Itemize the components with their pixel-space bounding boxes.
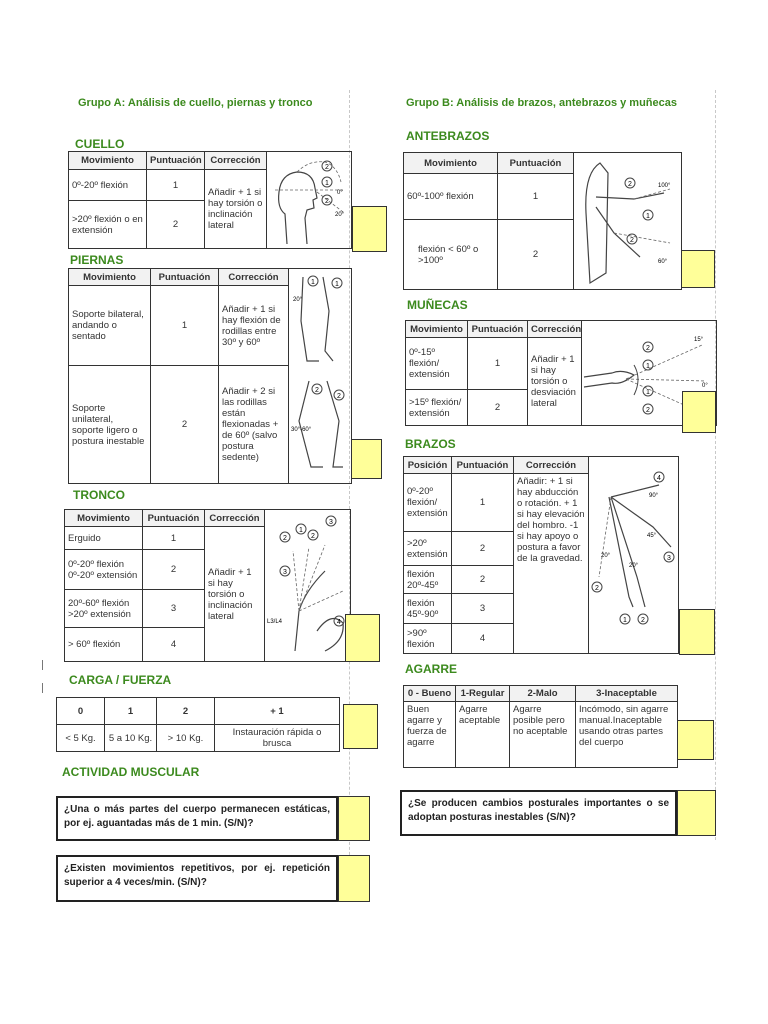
tronco-fig-label: 4 <box>337 618 341 626</box>
piernas-header-puntuacion: Puntuación <box>151 269 219 286</box>
munecas-header-puntuacion: Puntuación <box>468 321 528 338</box>
cuello-fig-label: 2 <box>325 164 329 171</box>
agarre-header: 3-Inaceptable <box>576 686 678 702</box>
actividad-answer-box-1[interactable] <box>338 796 370 841</box>
antebrazos-title: ANTEBRAZOS <box>406 129 490 143</box>
munecas-fig-label: 2 <box>646 407 650 414</box>
cuello-row-movement: 0º-20º flexión <box>69 170 147 201</box>
tronco-figure <box>265 510 351 662</box>
brazos-answer-box[interactable] <box>679 609 715 655</box>
brazos-fig-label: 2 <box>595 585 599 592</box>
piernas-title: PIERNAS <box>70 253 124 267</box>
margin-mark <box>42 683 43 693</box>
piernas-header-correccion: Corrección <box>219 269 289 286</box>
brazos-header-posicion: Posición <box>404 457 452 474</box>
cuello-fig-label: 1 <box>325 180 329 187</box>
cuello-correction: Añadir + 1 si hay torsión o inclinación lateral <box>205 170 267 249</box>
agarre-answer-box[interactable] <box>677 720 714 760</box>
tronco-answer-box[interactable] <box>345 614 380 662</box>
cuello-answer-box[interactable] <box>352 206 387 252</box>
brazos-fig-label: 3 <box>667 555 671 562</box>
actividad-question-1: ¿Una o más partes del cuerpo permanecen estáticas, por ej. aguantadas más de 1 min. (S/N)? <box>56 796 338 841</box>
posturales-answer-box[interactable] <box>677 790 716 836</box>
brazos-row-score: 2 <box>452 532 514 566</box>
tronco-correction: Añadir + 1 si hay torsión o inclinación lateral <box>205 527 265 662</box>
antebrazos-fig-angle: 60° <box>658 259 668 265</box>
actividad-answer-box-2[interactable] <box>338 855 370 902</box>
tronco-header-puntuacion: Puntuación <box>143 510 205 527</box>
cuello-title: CUELLO <box>75 137 125 151</box>
munecas-title: MUÑECAS <box>407 298 468 312</box>
brazos-correction: Añadir: + 1 si hay abducción o rotación. + 1 si hay elevación del hombro. -1 si hay apoyo o postura a favor de la gravedad. <box>514 474 589 654</box>
group-a-title: Grupo A: Análisis de cuello, piernas y tronco <box>78 97 313 109</box>
piernas-fig-label: 1 <box>311 279 315 286</box>
tronco-row-score: 4 <box>143 628 205 662</box>
brazos-fig-angle: 45° <box>647 533 657 539</box>
munecas-row-score: 1 <box>468 338 528 390</box>
brazos-row-movement: >90º flexión <box>404 624 452 654</box>
cuello-header-puntuacion: Puntuación <box>147 152 205 170</box>
agarre-header: 0 - Bueno <box>404 686 456 702</box>
piernas-fig-label: 1 <box>335 281 339 288</box>
divider-right <box>715 90 716 840</box>
group-b-title: Grupo B: Análisis de brazos, antebrazos y muñecas <box>406 97 677 109</box>
tronco-fig-label: 2 <box>283 534 287 542</box>
antebrazos-table <box>403 152 682 290</box>
cuello-row-movement: >20º flexión o en extensión <box>69 201 147 249</box>
antebrazos-row-movement: flexión < 60º o >100º <box>404 220 498 290</box>
tronco-row-movement: 0º-20º flexión 0º-20º extensión <box>65 550 143 590</box>
piernas-fig-label: 2 <box>337 393 341 400</box>
brazos-fig-label: 4 <box>657 475 661 482</box>
antebrazos-fig-label: 1 <box>646 213 650 220</box>
tronco-fig-text: L3/L4 <box>267 618 283 625</box>
agarre-value: Buen agarre y fuerza de agarre <box>404 702 456 768</box>
antebrazos-figure <box>574 153 682 290</box>
antebrazos-fig-angle: 100° <box>658 183 671 189</box>
brazos-title: BRAZOS <box>405 437 456 451</box>
munecas-row-movement: >15º flexión/ extensión <box>406 390 468 426</box>
antebrazos-row-movement: 60º-100º flexión <box>404 174 498 220</box>
tronco-fig-label: 3 <box>283 568 287 576</box>
brazos-header-puntuacion: Puntuación <box>452 457 514 474</box>
piernas-fig-angle: 30°-60° <box>291 427 312 433</box>
tronco-header-correccion: Corrección <box>205 510 265 527</box>
brazos-table <box>403 456 679 654</box>
tronco-table <box>64 509 351 662</box>
tronco-row-score: 1 <box>143 527 205 550</box>
carga-header: 0 <box>57 698 105 725</box>
tronco-row-movement: > 60º flexión <box>65 628 143 662</box>
piernas-row-correction: Añadir + 1 si hay flexión de rodillas entre 30º y 60º <box>219 286 289 366</box>
munecas-table <box>405 320 717 426</box>
brazos-row-movement: flexión 20º-45º <box>404 566 452 594</box>
agarre-table <box>403 685 678 768</box>
tronco-fig-label: 2 <box>311 532 315 540</box>
piernas-answer-box[interactable] <box>351 439 382 479</box>
cuello-fig-angle: 20° <box>335 212 345 218</box>
piernas-table <box>68 268 352 484</box>
tronco-row-score: 2 <box>143 550 205 590</box>
cuello-table <box>68 151 352 249</box>
munecas-row-movement: 0º-15º flexión/ extensión <box>406 338 468 390</box>
carga-value: < 5 Kg. <box>57 725 105 752</box>
brazos-header-correccion: Corrección <box>514 457 589 474</box>
brazos-row-score: 2 <box>452 566 514 594</box>
munecas-fig-label: 1 <box>646 363 650 370</box>
margin-mark <box>42 660 43 670</box>
actividad-title: ACTIVIDAD MUSCULAR <box>62 765 200 779</box>
agarre-header: 2-Malo <box>510 686 576 702</box>
piernas-row-score: 1 <box>151 286 219 366</box>
carga-value: Instauración rápida o brusca <box>215 725 340 752</box>
antebrazos-fig-label: 2 <box>630 237 634 244</box>
cuello-fig-angle: 0° <box>337 190 343 196</box>
tronco-row-movement: 20º-60º flexión >20º extensión <box>65 590 143 628</box>
tronco-fig-label: 3 <box>329 518 333 526</box>
cuello-fig-label: 2 <box>325 198 329 205</box>
munecas-row-score: 2 <box>468 390 528 426</box>
brazos-row-movement: >20º extensión <box>404 532 452 566</box>
piernas-figure <box>289 269 352 484</box>
carga-value: > 10 Kg. <box>157 725 215 752</box>
tronco-fig-label: 1 <box>299 526 303 534</box>
brazos-row-score: 3 <box>452 594 514 624</box>
brazos-figure <box>589 457 679 654</box>
cuello-figure <box>267 152 352 249</box>
agarre-value: Agarre aceptable <box>456 702 510 768</box>
agarre-header: 1-Regular <box>456 686 510 702</box>
munecas-correction: Añadir + 1 si hay torsión o desviación lateral <box>528 338 582 426</box>
brazos-row-movement: 0º-20º flexión/ extensión <box>404 474 452 532</box>
piernas-row-correction: Añadir + 2 si las rodillas están flexionadas + de 60º (salvo postura sedente) <box>219 366 289 484</box>
piernas-fig-angle: 20° <box>293 297 303 303</box>
brazos-fig-angle: 90° <box>649 493 659 499</box>
cuello-header-movimiento: Movimiento <box>69 152 147 170</box>
brazos-fig-angle: 20° <box>601 553 611 559</box>
piernas-row-movement: Soporte bilateral, andando o sentado <box>69 286 151 366</box>
brazos-fig-label: 2 <box>641 617 645 624</box>
tronco-row-score: 3 <box>143 590 205 628</box>
carga-header: 1 <box>105 698 157 725</box>
cuello-row-score: 2 <box>147 201 205 249</box>
munecas-answer-box[interactable] <box>682 391 716 433</box>
brazos-row-movement: flexión 45º-90º <box>404 594 452 624</box>
munecas-fig-angle: 15° <box>694 337 704 343</box>
antebrazos-header-puntuacion: Puntuación <box>498 153 574 174</box>
agarre-value: Incómodo, sin agarre manual.Inaceptable usando otras partes del cuerpo <box>576 702 678 768</box>
brazos-row-score: 1 <box>452 474 514 532</box>
carga-table <box>56 697 340 752</box>
carga-header: 2 <box>157 698 215 725</box>
munecas-fig-angle: 0° <box>702 383 708 389</box>
antebrazos-fig-label: 2 <box>628 181 632 188</box>
tronco-header-movimiento: Movimiento <box>65 510 143 527</box>
piernas-header-movimiento: Movimiento <box>69 269 151 286</box>
tronco-row-movement: Erguido <box>65 527 143 550</box>
cuello-header-correccion: Corrección <box>205 152 267 170</box>
antebrazos-header-movimiento: Movimiento <box>404 153 498 174</box>
antebrazos-row-score: 1 <box>498 174 574 220</box>
agarre-title: AGARRE <box>405 662 458 676</box>
piernas-row-score: 2 <box>151 366 219 484</box>
posturales-question: ¿Se producen cambios posturales importantes o se adoptan posturas inestables (S/N)? <box>400 790 677 836</box>
munecas-header-movimiento: Movimiento <box>406 321 468 338</box>
munecas-fig-label: 2 <box>646 345 650 352</box>
munecas-header-correccion: Corrección <box>528 321 582 338</box>
antebrazos-answer-box[interactable] <box>681 250 715 288</box>
munecas-fig-label: 1 <box>646 389 650 396</box>
brazos-row-score: 4 <box>452 624 514 654</box>
carga-value: 5 a 10 Kg. <box>105 725 157 752</box>
brazos-fig-label: 1 <box>623 617 627 624</box>
actividad-question-2: ¿Existen movimientos repetitivos, por ej. repetición superior a 4 veces/min. (S/N)? <box>56 855 338 902</box>
carga-answer-box[interactable] <box>343 704 378 749</box>
carga-title: CARGA / FUERZA <box>69 673 172 687</box>
agarre-value: Agarre posible pero no aceptable <box>510 702 576 768</box>
carga-header: + 1 <box>215 698 340 725</box>
piernas-row-movement: Soporte unilateral, soporte ligero o postura inestable <box>69 366 151 484</box>
piernas-fig-label: 2 <box>315 387 319 394</box>
tronco-title: TRONCO <box>73 488 125 502</box>
cuello-row-score: 1 <box>147 170 205 201</box>
brazos-fig-angle: 20° <box>629 563 639 569</box>
antebrazos-row-score: 2 <box>498 220 574 290</box>
